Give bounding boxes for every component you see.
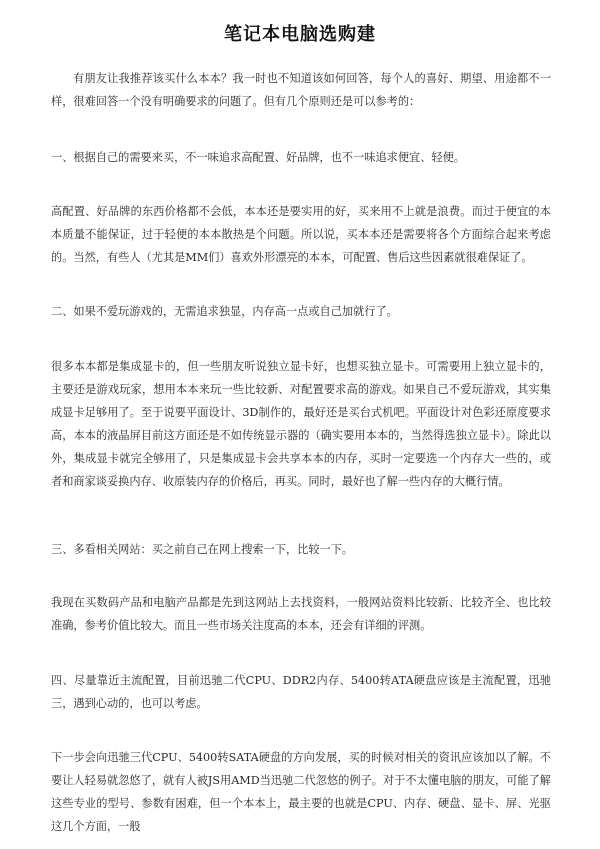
body-paragraph-2: 很多本本都是集成显卡的，但一些朋友听说独立显卡好，也想买独立显卡。可需要用上独立显卡的，主要还是游戏玩家，想用本本来玩一些比较新、对配置要求高的游戏。如果自己不爱玩游戏，其实集成显卡足够用了。至于说要平面设计、3D制作的，最好还是买台式机吧。平面设计对色彩还原度要求高，本本的液晶屏目前这方面还是不如传统显示器的（确实要用本本的，当然得选独立显卡）。除此以外，集成显卡就完全够用了，只是集成显卡会共享本本的内存，买时一定要选一个内存大一些的，或者和商家谈妥换内存、收原装内存的价格后，再买。同时，最好也了解一些内存的大概行情。: [51, 360, 551, 488]
section-heading-1: 一、根据自己的需要来买，不一味追求高配置、好品牌，也不一味追求便宜、轻便。: [51, 151, 465, 164]
section-heading-4: 四、尽量靠近主流配置，目前迅驰二代CPU、DDR2内存、5400转ATA硬盘应该是主流配置，迅驰三，遇到心动的，也可以考虑。: [51, 674, 551, 710]
page-title: 笔记本电脑选购建: [224, 24, 376, 45]
body-paragraph-4: 下一步会向迅驰三代CPU、5400转SATA硬盘的方向发展，买的时候对相关的资讯应该加以了解。不要让人轻易就忽悠了，就有人被JS用AMD当迅驰二代忽悠的例子。对于不太懂电脑的朋友，可能了解这些专业的型号、参数有困难，但一个本本上，最主要的也就是CPU、内存、硬盘、显卡、屏、光驱这几个方面，一般: [51, 751, 551, 833]
intro-paragraph: 有朋友让我推荐该买什么本本？我一时也不知道该如何回答，每个人的喜好、期望、用途都不一样，很难回答一个没有明确要求的问题了。但有几个原则还是可以参考的：: [51, 72, 551, 108]
section-heading-2: 二、如果不爱玩游戏的，无需追求独显，内存高一点或自己加就行了。: [51, 305, 398, 318]
body-paragraph-1: 高配置、好品牌的东西价格都不会低，本本还是要实用的好，买来用不上就是浪费。而过于便宜的本本质量不能保证，过于轻便的本本散热是个问题。所以说，买本本还是需要将各个方面综合起来考虑的。当然，有些人（尤其是MM们）喜欢外形漂亮的本本，可配置、售后这些因素就很难保证了。: [51, 205, 551, 264]
body-paragraph-3: 我现在买数码产品和电脑产品都是先到这网站上去找资料，一般网站资料比较新、比较齐全、也比较准确，参考价值比较大。而且一些市场关注度高的本本，还会有详细的评测。: [51, 596, 551, 632]
section-heading-3: 三、多看相关网站：买之前自己在网上搜索一下，比较一下。: [51, 543, 354, 556]
